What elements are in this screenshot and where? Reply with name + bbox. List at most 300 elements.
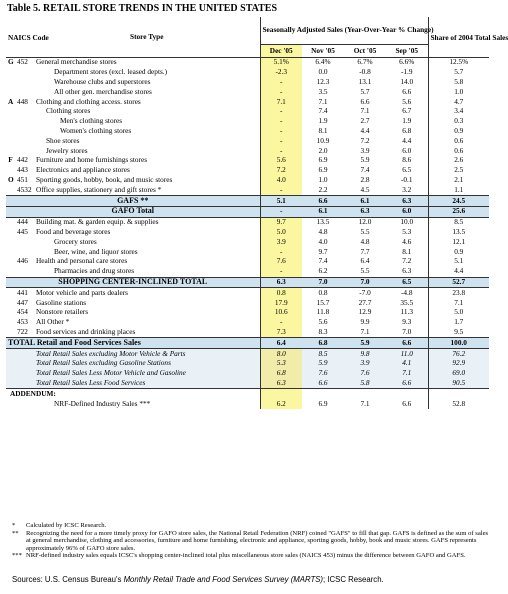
footnote-text: NRF-defined industry sales equals ICSC's shopping center-inclined total plus miscellaneous store sales (NAICS 453) minus the difference between GAFO and GAFS. [26, 552, 466, 560]
pct-change-value: 4.4 [360, 126, 370, 136]
pct-change-value: 5.0 [260, 228, 302, 238]
pct-change-value: 7.6 [260, 257, 302, 267]
pct-change-value: 7.2 [260, 166, 302, 176]
store-type: All Other * [36, 317, 70, 327]
pct-change-value: 8.0 [260, 349, 302, 359]
table-row [6, 267, 489, 277]
pct-change-value: 2.8 [360, 175, 370, 184]
pct-change-value: - [260, 185, 302, 195]
naics-code [15, 237, 34, 247]
share-value: 8.5 [428, 217, 489, 227]
pct-change-value: 5.7 [360, 86, 370, 96]
store-type-header: Store Type [34, 17, 260, 58]
share-value: 1.1 [454, 184, 464, 194]
sources-suffix: ; ICSC Research. [323, 575, 384, 584]
region-letter [6, 68, 15, 78]
pct-change-value [302, 389, 344, 399]
region-letter [6, 328, 15, 338]
pct-change-value: 6.9 [318, 398, 328, 408]
table-row [6, 78, 489, 88]
pct-change-value: 6.2 [260, 399, 302, 409]
share-value: 90.5 [428, 379, 489, 389]
region-letter [6, 117, 15, 127]
pct-change-value: 5.6 [260, 156, 302, 166]
naics-code: 443 [17, 165, 28, 175]
table-row [6, 136, 489, 146]
share-value: 69.0 [428, 369, 489, 379]
pct-change-value: 12.0 [344, 217, 386, 227]
region-letter: F [8, 155, 13, 165]
sources-line [12, 575, 384, 584]
table-row [6, 196, 489, 207]
pct-change-value: -1.9 [386, 68, 428, 78]
pct-change-value: 7.4 [360, 165, 370, 175]
store-type: Food and beverage stores [36, 226, 111, 236]
pct-change-value: 4.1 [386, 359, 428, 369]
store-type: Motor vehicle and parts dealers [34, 288, 260, 298]
share-value: 0.6 [454, 135, 464, 145]
share-value: 4.7 [454, 96, 464, 106]
pct-change-value: 6.6 [302, 196, 344, 207]
store-type: Men's clothing stores [60, 116, 123, 126]
pct-change-value: 13.5 [302, 217, 344, 227]
pct-change-value: 6.1 [344, 196, 386, 207]
pct-change-value: 5.1% [260, 58, 302, 68]
store-type: Clothing and clothing access. stores [36, 96, 141, 106]
share-value: 23.8 [428, 288, 489, 298]
store-type: SHOPPING CENTER-INCLINED TOTAL [6, 277, 260, 288]
footnote-mark: ** [12, 529, 19, 537]
pct-change-value: 9.3 [386, 318, 428, 328]
pct-change-value: 3.5 [318, 86, 328, 96]
region-letter [6, 87, 15, 97]
share-value: 0.6 [454, 145, 464, 155]
seasonal-sales-header: Seasonally Adjusted Sales (Year-Over-Year % Change) [260, 17, 428, 45]
pct-change-value: 0.8 [302, 288, 344, 298]
naics-code: 722 [17, 326, 28, 336]
pct-change-value: 3.9 [260, 237, 302, 247]
pct-change-value: 12.3 [316, 77, 330, 87]
share-value: 92.9 [428, 359, 489, 369]
month-header: Nov '05 [302, 45, 344, 58]
store-type: ADDENDUM: [6, 389, 260, 399]
footnote-text: Calculated by ICSC Research. [26, 522, 107, 529]
store-type: Women's clothing stores [60, 126, 132, 136]
pct-change-value: 7.4 [318, 256, 328, 266]
sources-prefix: Sources: U.S. Census Bureau's [12, 575, 124, 584]
pct-change-value: 6.2 [318, 266, 328, 276]
pct-change-value: 7.1 [260, 97, 302, 107]
pct-change-value: 6.4 [360, 256, 370, 266]
pct-change-value: 35.5 [386, 298, 428, 308]
pct-change-value: 6.5 [386, 166, 428, 176]
share-value: 0.9 [454, 246, 464, 256]
pct-change-value: 0.8 [260, 288, 302, 298]
pct-change-value: 7.1 [386, 369, 428, 379]
naics-code: 442 [17, 155, 28, 165]
store-type: Warehouse clubs and superstores [54, 77, 151, 87]
pct-change-value: 9.7 [260, 217, 302, 227]
region-letter [6, 247, 15, 257]
pct-change-value: 8.3 [318, 326, 328, 336]
table-row [6, 399, 489, 409]
store-type: Building mat. & garden equip. & supplies [34, 217, 260, 227]
store-type: Total Retail Sales excluding Motor Vehicle & Parts [6, 349, 260, 359]
share-value: 1.0 [454, 86, 464, 96]
pct-change-value: 12.9 [358, 307, 372, 317]
share-value: 0.3 [454, 116, 464, 126]
store-type: General merchandise stores [36, 57, 117, 67]
pct-change-value: - [260, 206, 302, 217]
pct-change-value: - [260, 146, 302, 156]
pct-change-value: 6.7% [357, 57, 373, 67]
pct-change-value: 4.4 [386, 136, 428, 146]
footnote [12, 552, 490, 560]
table-title: Table 5. RETAIL STORE TRENDS IN THE UNITED STATES [7, 3, 278, 14]
store-type: Total Retail Sales excluding Gasoline Stations [6, 359, 260, 369]
pct-change-value: 27.7 [358, 297, 372, 307]
share-value: 5.7 [454, 67, 464, 77]
pct-change-value: 13.1 [358, 77, 372, 87]
pct-change-value: 5.3 [386, 228, 428, 238]
pct-change-value: 6.0 [386, 146, 428, 156]
store-type: Pharmacies and drug stores [54, 266, 135, 276]
pct-change-value: 5.1 [260, 196, 302, 207]
store-type: Shoe stores [46, 135, 80, 145]
region-letter [6, 237, 15, 247]
naics-code [15, 399, 34, 409]
pct-change-value: 7.1 [360, 326, 370, 336]
pct-change-value: - [260, 127, 302, 137]
region-letter: A [8, 96, 14, 106]
share-value: 25.6 [428, 206, 489, 217]
pct-change-value: 8.1 [318, 126, 328, 136]
pct-change-value: 8.6 [386, 156, 428, 166]
share-value: 76.2 [428, 349, 489, 359]
store-type: GAFO Total [6, 206, 260, 217]
pct-change-value: 4.8 [360, 236, 370, 246]
store-type: NRF-Defined Industry Sales *** [54, 398, 151, 408]
naics-header: NAICS Code [6, 17, 34, 58]
pct-change-value: 7.6 [302, 369, 344, 379]
share-value: 52.7 [428, 277, 489, 288]
store-type: Nonstore retailers [36, 307, 89, 317]
footnote-mark: *** [12, 552, 22, 560]
share-value: 5.1 [454, 256, 464, 266]
pct-change-value: 5.6 [318, 317, 328, 327]
pct-change-value: 6.6 [360, 96, 370, 106]
naics-code [15, 78, 34, 88]
region-letter [6, 399, 15, 409]
naics-code [15, 107, 34, 117]
naics-code [15, 117, 34, 127]
table-row [6, 389, 489, 399]
pct-change-value: 2.7 [360, 116, 370, 126]
footnote [12, 522, 490, 530]
pct-change-value: 15.7 [316, 297, 330, 307]
pct-change-value: 7.4 [318, 106, 328, 116]
table-row [6, 288, 489, 298]
pct-change-value: - [260, 267, 302, 277]
share-header: Share of 2004 Total Sales [428, 17, 489, 58]
store-type: Gasoline stations [36, 297, 87, 307]
share-value: 100.0 [428, 338, 489, 349]
pct-change-value: 11.0 [386, 349, 428, 359]
pct-change-value: 4.0 [318, 236, 328, 246]
month-header: Dec '05 [260, 45, 302, 58]
pct-change-value: 9.9 [360, 317, 370, 327]
pct-change-value: 9.8 [344, 349, 386, 359]
table-body [6, 58, 489, 409]
pct-change-value [386, 389, 428, 399]
month-header: Oct '05 [344, 45, 386, 58]
share-value: 3.4 [454, 106, 464, 116]
pct-change-value: - [260, 136, 302, 146]
pct-change-value: 7.0 [386, 328, 428, 338]
store-type: Sporting goods, hobby, book, and music stores [36, 175, 173, 184]
pct-change-value: 10.6 [260, 308, 302, 318]
pct-change-value: - [260, 247, 302, 257]
pct-change-value: 6.6 [386, 338, 428, 349]
pct-change-value: - [260, 78, 302, 88]
pct-change-value: 7.3 [260, 328, 302, 338]
share-value: 2.5 [454, 165, 464, 175]
share-value: 1.7 [454, 317, 464, 327]
table-row [6, 87, 489, 97]
sources-survey-name: Monthly Retail Trade and Food Services Survey (MARTS) [123, 575, 324, 584]
footnote-text: Recognizing the need for a more timely proxy for GAFO store sales, the National Retail Federation (NRF) coined "GAFS" to fill that gap. GAFS is defined as the sum of sales at general merchandise, clothing and accessories, furniture and home furnishing, electronic and appliance, sporting goods, hobby, book and music stores. GAFS represents approximately 96% of GAFO store sales. [26, 529, 489, 552]
footnote [12, 530, 490, 553]
pct-change-value: 1.9 [318, 116, 328, 126]
region-letter [6, 308, 15, 318]
pct-change-value: 6.8 [302, 338, 344, 349]
pct-change-value: 6.0 [386, 206, 428, 217]
pct-change-value: 7.7 [360, 246, 370, 256]
store-type: Beer, wine, and liquor stores [54, 246, 138, 256]
pct-change-value: 7.2 [360, 135, 370, 145]
pct-change-value: 5.9 [344, 338, 386, 349]
pct-change-value: 5.9 [302, 359, 344, 369]
table-row [6, 237, 489, 247]
share-value: 5.8 [454, 77, 464, 87]
region-letter: G [8, 57, 14, 67]
store-type: Food services and drinking places [36, 326, 136, 336]
store-type: Electronics and appliance stores [36, 165, 130, 175]
pct-change-value: 6.6 [302, 379, 344, 389]
table-row [6, 176, 489, 186]
pct-change-value: 5.5 [360, 226, 370, 236]
table-row [6, 185, 489, 195]
pct-change-value: 5.8 [344, 379, 386, 389]
naics-code: 446 [17, 256, 28, 266]
pct-change-value: - [260, 87, 302, 97]
pct-change-value: 1.0 [318, 175, 328, 184]
store-type: Health and personal care stores [36, 256, 128, 266]
pct-change-value: 1.9 [386, 117, 428, 127]
region-letter [6, 217, 15, 227]
table-row [6, 308, 489, 318]
share-value: 2.6 [454, 155, 464, 165]
region-letter [6, 136, 15, 146]
pct-change-value: -7.0 [344, 288, 386, 298]
naics-code [15, 127, 34, 137]
share-value [428, 389, 489, 399]
table-row [6, 127, 489, 137]
pct-change-value: 6.3 [260, 277, 302, 288]
pct-change-value: 6.3 [260, 379, 302, 389]
table-row [6, 328, 489, 338]
store-type: Clothing stores [46, 106, 91, 116]
naics-code: 454 [17, 307, 28, 317]
pct-change-value: 4.8 [318, 226, 328, 236]
naics-code: 451 [17, 175, 28, 184]
pct-change-value: 6.6 [386, 399, 428, 409]
pct-change-value [344, 389, 386, 399]
share-value: 0.9 [454, 126, 464, 136]
pct-change-value: 7.6 [344, 369, 386, 379]
pct-change-value: 6.8 [386, 127, 428, 137]
region-letter: O [8, 175, 14, 184]
naics-code: 453 [17, 317, 28, 327]
store-type: GAFS ** [6, 196, 260, 207]
pct-change-value: 6.3 [386, 196, 428, 207]
pct-change-value: 10.0 [386, 217, 428, 227]
region-letter [6, 267, 15, 277]
naics-code [15, 267, 34, 277]
footnote-mark: * [12, 522, 16, 529]
region-letter [6, 78, 15, 88]
store-type: Grocery stores [54, 236, 97, 246]
region-letter [6, 298, 15, 308]
pct-change-value: 10.9 [316, 135, 330, 145]
pct-change-value: 14.0 [386, 78, 428, 88]
pct-change-value: 9.7 [318, 246, 328, 256]
pct-change-value: 5.5 [360, 266, 370, 276]
region-letter [6, 228, 15, 238]
table-row [6, 338, 489, 349]
pct-change-value: 7.1 [318, 96, 328, 106]
region-letter [6, 127, 15, 137]
pct-change-value: 3.9 [344, 359, 386, 369]
pct-change-value: 6.4 [260, 338, 302, 349]
naics-code [15, 136, 34, 146]
store-type: Jewelry stores [46, 145, 88, 155]
pct-change-value: - [260, 318, 302, 328]
pct-change-value: 4.6 [386, 237, 428, 247]
pct-change-value: 3.2 [386, 185, 428, 195]
naics-code: 452 [17, 57, 28, 67]
pct-change-value [260, 389, 302, 399]
pct-change-value: - [260, 117, 302, 127]
pct-change-value: 5.9 [360, 155, 370, 165]
share-value: 24.5 [428, 196, 489, 207]
region-letter [6, 257, 15, 267]
pct-change-value: 11.3 [386, 308, 428, 318]
pct-change-value: 6.4% [315, 57, 331, 67]
share-value: 7.1 [454, 297, 464, 307]
share-value: 2.1 [454, 175, 464, 184]
naics-code: 444 [15, 217, 34, 227]
share-value: 52.8 [452, 398, 466, 408]
store-type: Department stores (excl. leased depts.) [54, 67, 168, 77]
pct-change-value: 7.0 [344, 277, 386, 288]
pct-change-value: 7.0 [302, 277, 344, 288]
share-value: 5.0 [454, 307, 464, 317]
pct-change-value: 4.5 [360, 184, 370, 194]
pct-change-value: 4.0 [260, 176, 302, 186]
naics-code [15, 68, 34, 78]
pct-change-value: 5.6 [386, 97, 428, 107]
pct-change-value: 6.3 [386, 267, 428, 277]
pct-change-value: -0.8 [359, 67, 371, 77]
table-row [6, 379, 489, 389]
pct-change-value: 0.0 [318, 67, 328, 77]
pct-change-value: 2.2 [318, 184, 328, 194]
region-letter [6, 185, 15, 195]
store-type: All other gen. merchandise stores [54, 86, 152, 96]
store-type: Furniture and home furnishings stores [36, 155, 148, 165]
pct-change-value: 6.9 [318, 165, 328, 175]
share-value: 12.1 [452, 236, 466, 246]
pct-change-value: 17.9 [260, 298, 302, 308]
store-type: Total Retail Sales Less Motor Vehicle and Gasoline [6, 369, 260, 379]
pct-change-value: 3.9 [360, 145, 370, 155]
store-type: Office supplies, stationery and gift stores * [36, 184, 162, 194]
pct-change-value: 6.3 [344, 206, 386, 217]
pct-change-value: 6.1 [302, 206, 344, 217]
pct-change-value: 7.1 [360, 106, 370, 116]
pct-change-value: 6.5 [386, 277, 428, 288]
naics-code [15, 87, 34, 97]
pct-change-value: 7.1 [360, 398, 370, 408]
region-letter [6, 288, 15, 298]
naics-code: 4532 [17, 184, 32, 194]
region-letter [6, 318, 15, 328]
pct-change-value: 8.1 [386, 247, 428, 257]
store-type: TOTAL Retail and Food Services Sales [6, 338, 260, 349]
pct-change-value: 5.3 [260, 359, 302, 369]
pct-change-value: 6.6 [386, 87, 428, 97]
store-type: Total Retail Sales Less Food Services [6, 379, 260, 389]
share-value: 4.4 [454, 266, 464, 276]
retail-trends-table [6, 17, 508, 409]
pct-change-value: 6.9 [318, 155, 328, 165]
naics-code: 447 [17, 297, 28, 307]
table-row [6, 217, 489, 227]
share-value: 13.5 [452, 226, 466, 236]
table-row [6, 277, 489, 288]
pct-change-value: 6.6% [386, 58, 428, 68]
month-header: Sep '05 [386, 45, 428, 58]
region-letter [6, 107, 15, 117]
pct-change-value: 6.7 [386, 107, 428, 117]
pct-change-value: 6.6 [386, 379, 428, 389]
pct-change-value: 8.5 [302, 349, 344, 359]
naics-code: 445 [17, 226, 28, 236]
table-row [6, 228, 489, 238]
share-value: 12.5% [449, 57, 469, 67]
pct-change-value: -2.3 [260, 68, 302, 78]
pct-change-value: 11.8 [316, 307, 330, 317]
pct-change-value: -4.8 [386, 288, 428, 298]
share-value: 9.5 [454, 326, 464, 336]
pct-change-value: 7.2 [386, 257, 428, 267]
naics-code: 441 [15, 288, 34, 298]
pct-change-value: -0.1 [386, 176, 428, 186]
footnotes [12, 522, 490, 560]
pct-change-value: 6.8 [260, 369, 302, 379]
table-row [6, 206, 489, 217]
